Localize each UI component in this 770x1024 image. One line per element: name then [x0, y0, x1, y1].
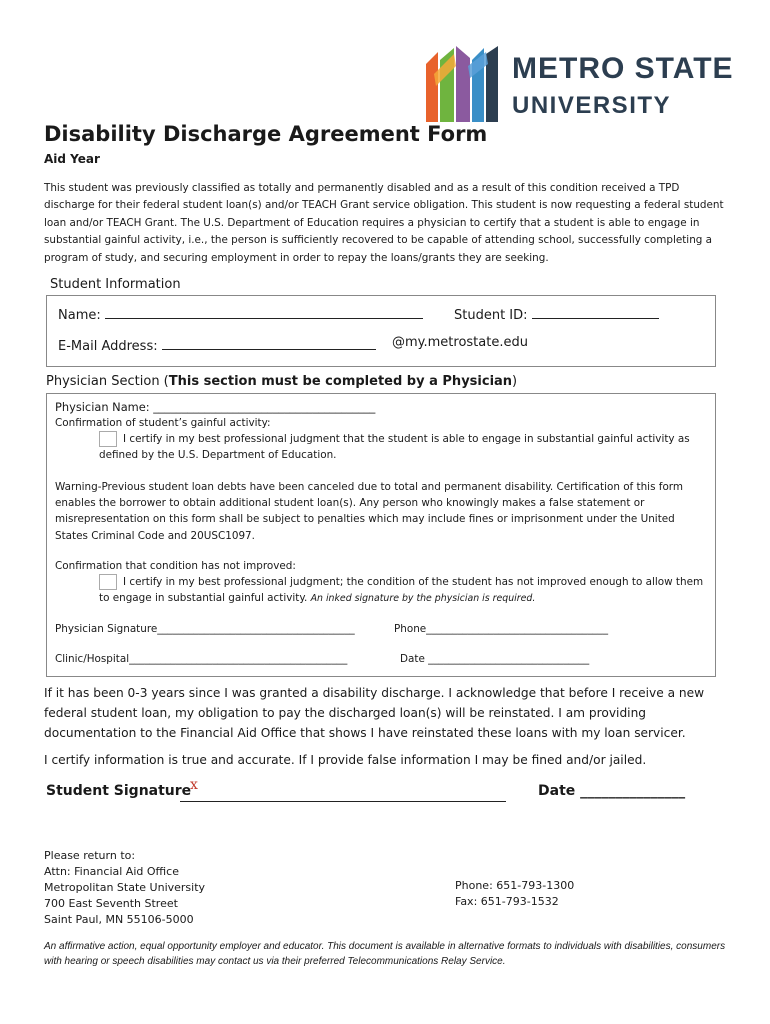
email-row: [58, 335, 376, 354]
return-line-5: Saint Paul, MN 55106-5000: [44, 913, 194, 926]
student-signature-label: Student Signature: [46, 783, 192, 799]
return-line-2: Attn: Financial Aid Office: [44, 865, 179, 878]
student-signature-field[interactable]: [180, 777, 506, 802]
physician-signature-field[interactable]: Physician Signature______________________________________: [55, 623, 355, 635]
student-id-label: Student ID:: [454, 308, 528, 323]
physician-heading: [46, 374, 517, 389]
acknowledgement-paragraph: If it has been 0-3 years since I was granted a disability discharge. I acknowledge that before I receive a new federal student loan, my obligation to pay the discharged loan(s) will be reinstated. I am providing documentation to the Financial Aid Office that shows I have reinstated these loans with my loan servicer.: [44, 686, 705, 740]
name-label: Name:: [58, 308, 101, 323]
physician-date-field[interactable]: Date _______________________________: [400, 653, 590, 665]
contact-info: [455, 878, 574, 910]
certify-condition-text: I certify in my best professional judgment; the condition of the student has not improved enough to allow them: [123, 576, 704, 588]
footer-disclaimer: An affirmative action, equal opportunity employer and educator. This document is available in alternative formats to individuals with disabilities, consumers with hearing or speech disabilities may contact us via their preferred Telecommunications Relay Service.: [44, 941, 726, 967]
certify-gainful-text-2: defined by the U.S. Department of Education.: [99, 449, 337, 462]
student-info-heading: Student Information: [50, 277, 181, 292]
metro-state-logo-mark: [424, 44, 510, 122]
inked-signature-note: An inked signature by the physician is required.: [310, 593, 536, 605]
certify-condition-text-2: to engage in substantial gainful activity.: [99, 592, 308, 605]
physician-heading-suffix: ): [512, 374, 518, 389]
return-address: [44, 848, 205, 928]
student-date-field[interactable]: Date _______________: [538, 783, 686, 799]
email-field[interactable]: [162, 335, 376, 350]
certify-gainful-text: I certify in my best professional judgment that the student is able to engage in substantial gainful activity as: [123, 433, 690, 445]
certify-gainful-row: [99, 431, 709, 463]
email-label: E-Mail Address:: [58, 339, 158, 354]
physician-heading-prefix: Physician Section (: [46, 374, 169, 389]
name-field[interactable]: [105, 304, 423, 319]
intro-paragraph: This student was previously classified as totally and permanently disabled and as a result of this condition received a TPD discharge for their federal student loan(s) and/or TEACH Grant service obligation. This student is now requesting a federal student loan and/or TEACH Grant. The U.S. Department of Education requires a physician to certify that a student is able to engage in substantial gainful activity, i.e., the person is sufficiently recovered to be capable of attending school, successfully completing a program of study, and securing employment in order to repay the loans/grants they are seeking.: [44, 182, 724, 264]
logo-text-line1: METRO STATE: [512, 52, 734, 85]
return-line-4: 700 East Seventh Street: [44, 897, 178, 910]
certify-condition-checkbox[interactable]: [99, 574, 117, 590]
certify-condition-row: [99, 574, 711, 607]
aid-year-label: Aid Year: [44, 152, 100, 166]
email-domain: @my.metrostate.edu: [392, 335, 528, 350]
gainful-activity-label: Confirmation of student’s gainful activity:: [55, 417, 271, 429]
student-id-field[interactable]: [532, 304, 659, 319]
certify-gainful-checkbox[interactable]: [99, 431, 117, 447]
logo-text-line2: UNIVERSITY: [512, 92, 672, 119]
warning-text: Warning-Previous student loan debts have been canceled due to total and permanent disability. Certification of this form enables the borrower to obtain additional student loan(s). Any person who knowingly makes a false statement or misrepresentation on this form shall be subject to penalties which may include fines or imprisonment under the United States Criminal Code and 20USC1097.: [55, 481, 684, 542]
condition-label: Confirmation that condition has not improved:: [55, 560, 296, 572]
physician-phone-field[interactable]: Phone___________________________________: [394, 623, 609, 635]
physician-heading-bold: This section must be completed by a Physician: [168, 374, 513, 389]
clinic-field[interactable]: Clinic/Hospital__________________________________________: [55, 653, 348, 665]
contact-fax: Fax: 651-793-1532: [455, 895, 559, 908]
signature-x-mark: x: [190, 777, 198, 793]
return-line-1: Please return to:: [44, 849, 136, 862]
student-id-row: [454, 304, 659, 323]
form-title: Disability Discharge Agreement Form: [44, 122, 488, 146]
name-row: [58, 304, 423, 323]
return-line-3: Metropolitan State University: [44, 881, 206, 894]
physician-name-field[interactable]: Physician Name: _______________________________________: [55, 400, 376, 414]
certify-true-statement: I certify information is true and accurate. If I provide false information I may be fined and/or jailed.: [44, 753, 647, 767]
contact-phone: Phone: 651-793-1300: [455, 879, 575, 892]
